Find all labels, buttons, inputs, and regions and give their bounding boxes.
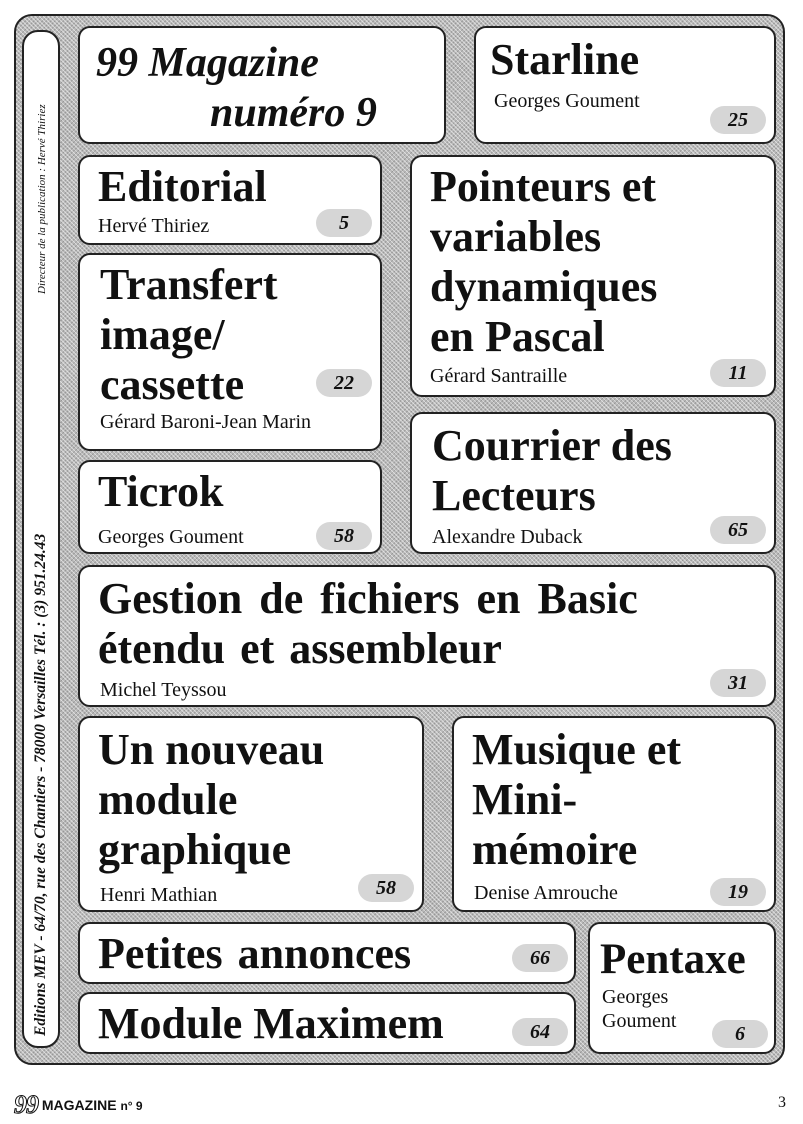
magazine-title-box bbox=[78, 26, 446, 144]
article-title-line: image/ bbox=[100, 310, 225, 359]
article-title-line: dynamiques bbox=[430, 262, 658, 311]
article-petites-annonces[interactable] bbox=[78, 922, 576, 984]
article-pointeurs[interactable] bbox=[410, 155, 776, 397]
article-author: Gérard Santraille bbox=[430, 365, 568, 387]
article-title-line: graphique bbox=[98, 825, 292, 874]
article-author-line: Georges bbox=[602, 986, 669, 1008]
article-courrier[interactable] bbox=[410, 412, 776, 554]
article-author: Michel Teyssou bbox=[100, 679, 227, 701]
logo-issue: n° 9 bbox=[120, 1099, 143, 1113]
article-starline[interactable] bbox=[474, 26, 776, 144]
article-transfert[interactable] bbox=[78, 253, 382, 451]
article-title-line: Transfert bbox=[100, 260, 278, 309]
publication-director: Directeur de la publication : Hervé Thiriez bbox=[36, 104, 48, 294]
article-title-line: étendu et assembleur bbox=[98, 624, 502, 673]
logo-digits: 99 bbox=[14, 1090, 38, 1119]
article-page: 5 bbox=[316, 209, 372, 237]
article-page: 65 bbox=[710, 516, 766, 544]
article-pentaxe[interactable] bbox=[588, 922, 776, 1054]
article-title-line: cassette bbox=[100, 360, 245, 409]
article-title-line: module bbox=[98, 775, 238, 824]
page-number: 3 bbox=[778, 1094, 786, 1111]
article-page: 22 bbox=[316, 369, 372, 397]
article-author: Henri Mathian bbox=[100, 884, 218, 906]
article-author-line: Goument bbox=[602, 1010, 677, 1032]
issue-number: numéro 9 bbox=[210, 90, 377, 136]
article-title-line: Un nouveau bbox=[98, 725, 325, 774]
article-page: 25 bbox=[710, 106, 766, 134]
article-author: Denise Amrouche bbox=[474, 882, 618, 904]
article-gestion[interactable] bbox=[78, 565, 776, 707]
spine-panel bbox=[22, 30, 60, 1048]
article-page: 66 bbox=[512, 944, 568, 972]
article-author: Hervé Thiriez bbox=[98, 215, 210, 237]
article-page: 11 bbox=[710, 359, 766, 387]
article-title: Starline bbox=[490, 35, 640, 84]
article-ticrok[interactable] bbox=[78, 460, 382, 554]
article-page: 64 bbox=[512, 1018, 568, 1046]
article-title: Petites annonces bbox=[98, 929, 412, 978]
article-title: Ticrok bbox=[98, 467, 224, 516]
publisher-imprint: Editions MEV - 64/70, rue des Chantiers - 78000 Versailles Tél. : (3) 951.24.43 bbox=[32, 533, 49, 1036]
article-page: 19 bbox=[710, 878, 766, 906]
article-title-line: Gestion de fichiers en Basic bbox=[98, 574, 638, 623]
article-author: Alexandre Duback bbox=[432, 526, 583, 548]
article-title-line: variables bbox=[430, 212, 602, 261]
article-title-line: mémoire bbox=[472, 825, 638, 874]
article-title-line: Mini- bbox=[472, 775, 578, 824]
article-page: 6 bbox=[712, 1020, 768, 1048]
article-page: 58 bbox=[316, 522, 372, 550]
article-page: 58 bbox=[358, 874, 414, 902]
article-musique[interactable] bbox=[452, 716, 776, 912]
article-author: Georges Goument bbox=[494, 90, 640, 112]
article-module-graphique[interactable] bbox=[78, 716, 424, 912]
article-title-line: en Pascal bbox=[430, 312, 605, 361]
article-author: Georges Goument bbox=[98, 526, 244, 548]
footer-logo bbox=[14, 1090, 143, 1120]
article-title-line: Courrier des bbox=[432, 421, 672, 470]
article-page: 31 bbox=[710, 669, 766, 697]
article-title: Module Maximem bbox=[98, 999, 444, 1048]
article-author: Gérard Baroni-Jean Marin bbox=[100, 411, 312, 433]
article-editorial[interactable] bbox=[78, 155, 382, 245]
article-title: Pentaxe bbox=[600, 936, 746, 983]
article-module-maximem[interactable] bbox=[78, 992, 576, 1054]
logo-word: MAGAZINE bbox=[41, 1097, 117, 1113]
article-title: Editorial bbox=[98, 162, 267, 211]
magazine-title: 99 Magazine bbox=[96, 40, 319, 86]
article-title-line: Lecteurs bbox=[432, 471, 596, 520]
article-title-line: Pointeurs et bbox=[430, 162, 657, 211]
article-title-line: Musique et bbox=[472, 725, 681, 774]
